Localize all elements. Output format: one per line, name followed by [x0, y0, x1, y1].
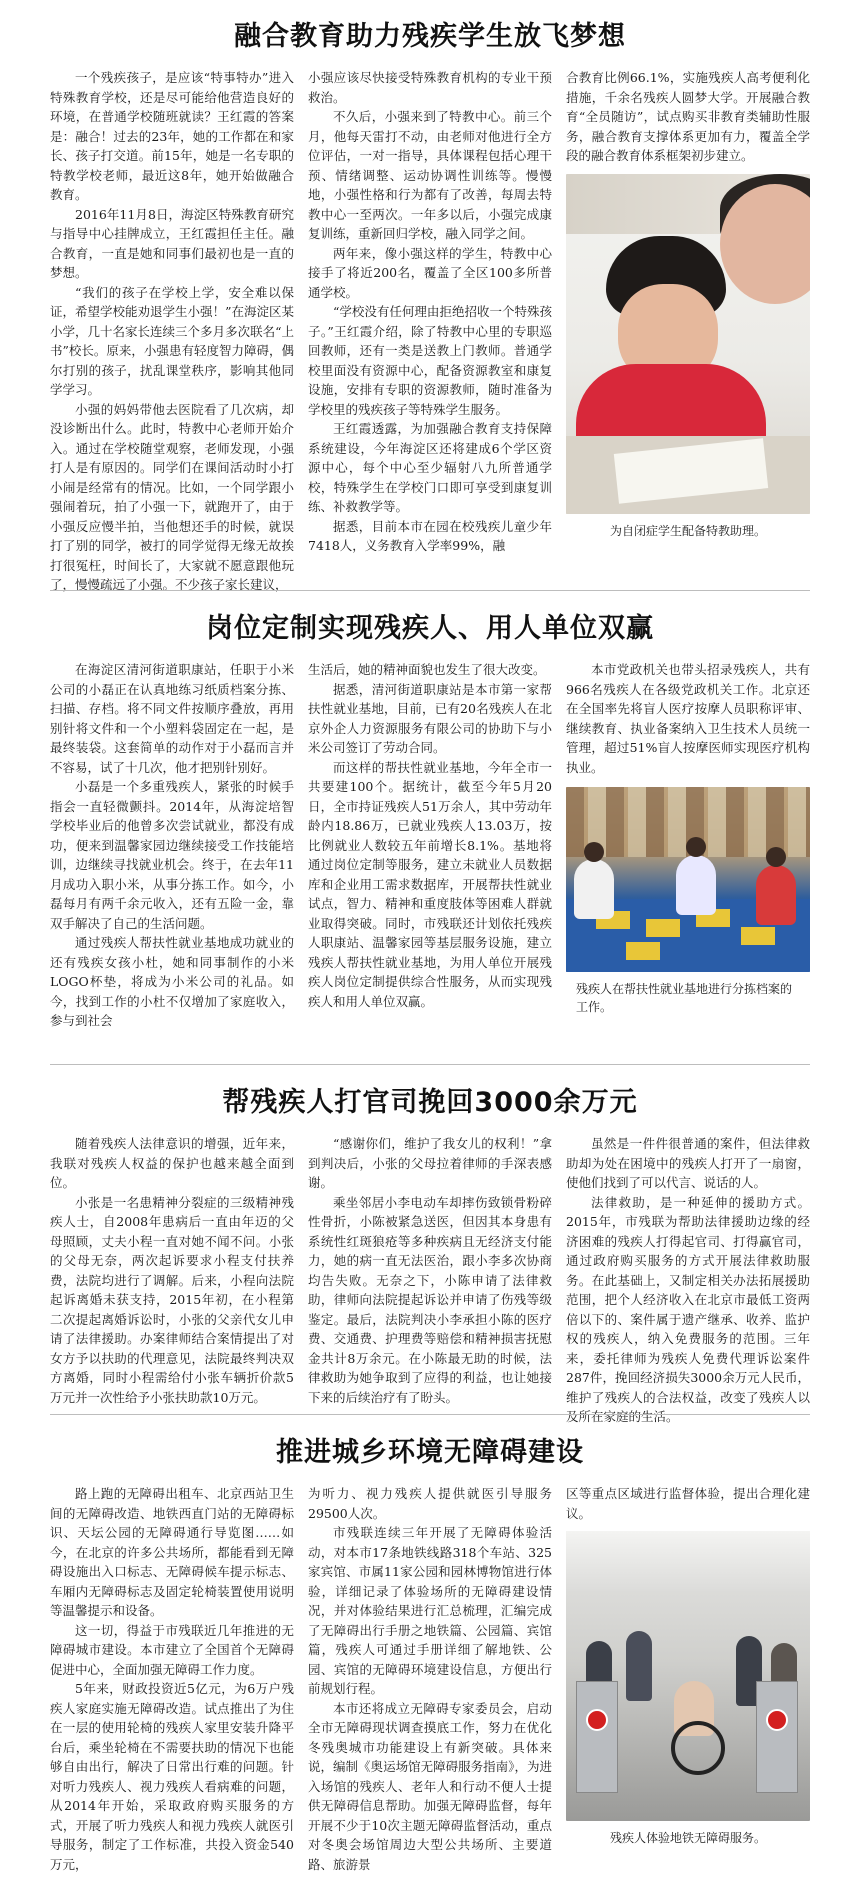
paragraph: 小磊是一个多重残疾人，紧张的时候手指会一直轻微颤抖。2014年，从海淀培智学校毕业后的他曾多次尝试就业，都没有成功，便来到温馨家园边继续接受工作技能培训，边继续寻找就业机会。终于，在去年11月成功入职小米，从事分拣工作。如今，小磊每月有两千余元收入，还有五险一金，靠双手解决了自己的生活问题。 — [50, 779, 294, 931]
article-column — [566, 68, 810, 595]
article-column — [308, 660, 552, 1031]
paragraph: 据悉，清河街道职康站是本市第一家帮扶性就业基地，目前，已有20名残疾人在北京外企人力资源服务有限公司的协助下与小米公司签订了劳动合同。 — [308, 681, 552, 755]
article-column — [566, 1134, 810, 1427]
headline: 岗位定制实现残疾人、用人单位双赢 — [206, 613, 654, 644]
article-legal-aid — [50, 1080, 810, 1424]
article-barrier-free — [50, 1430, 810, 1870]
paragraph: 两年来，像小强这样的学生，特教中心接手了将近200名，覆盖了全区100多所普通学校。 — [308, 245, 552, 300]
divider — [50, 1064, 810, 1065]
article-column — [50, 68, 294, 595]
paragraph: 王红霞透露，为加强融合教育支持保障系统建设，今年海淀区还将建成6个学区资源中心，每个中心至少辐射八九所普通学校，特殊学生在学校门口即可享受到康复训练、补救教学等。 — [308, 421, 552, 514]
headline: 帮残疾人打官司挽回3000余万元 — [222, 1087, 638, 1118]
paragraph: 而这样的帮扶性就业基地，今年全市一共要建100个。据统计，截至今年5月20日，全市持证残疾人51万余人，其中劳动年龄内18.86万，已就业残疾人13.03万，按比例就业人数较五年前增长8.1%。基地将通过岗位定制等服务，建立未就业人员数据库和企业用工需求数据库，开展帮扶性就业试点，智力、精神和重度肢体等困难人群就业取得突破。同时，市残联还计划依托残疾人职康站、温馨家园等基层服务设施，建立残疾人帮扶性就业基地，为用人单位开展残疾人岗位定制提供综合性服务，从而实现残疾人和用人单位双赢。 — [308, 759, 552, 1009]
paragraph: 通过残疾人帮扶性就业基地成功就业的还有残疾女孩小杜，她和同事制作的小米LOGO杯垫，将成为小米公司的礼品。如今，找到工作的小杜不仅增加了家庭收入，参与到社会 — [50, 935, 294, 1028]
headline: 推进城乡环境无障碍建设 — [276, 1437, 584, 1468]
paragraph: 不久后，小强来到了特教中心。前三个月，他每天雷打不动，由老师对他进行全方位评估，一对一指导，具体课程包括心理干预、情绪调整、运动协调性训练等。慢慢地，小强性格和行为都有了改善，每周去特教中心一至两次。一年多以后，小强完成康复训练，重新回归学校，融入同学之间。 — [308, 109, 552, 241]
paragraph: 小张是一名患精神分裂症的三级精神残疾人士，自2008年患病后一直由年迈的父母照顾，丈夫小程一直对她不闻不问。小张的父母无奈，两次起诉要求小程支付扶养费，法院均进行了调解。后来，小程向法院起诉离婚未获支持，2015年初，在小程第二次提起离婚诉讼时，小张的父亲代女儿申请了法律援助。办案律师结合案情提出了对女方予以扶助的代理意见，法院最终判决双方离婚，同时小程需给付小张车辆折价款5万元并一次性给予小张扶助款10万元。 — [50, 1194, 294, 1405]
paragraph: 据悉，目前本市在园在校残疾儿童少年7418人，义务教育入学率99%，融 — [308, 518, 552, 553]
article-column — [50, 660, 294, 1031]
article-column — [50, 1134, 294, 1427]
article-column — [308, 1134, 552, 1427]
photo-caption: 为自闭症学生配备特教助理。 — [609, 523, 766, 538]
photo-caption: 残疾人在帮扶性就业基地进行分拣档案的工作。 — [576, 982, 793, 1014]
photo-subway-accessibility — [566, 1531, 810, 1821]
paragraph: 小强的妈妈带他去医院看了几次病，却没诊断出什么。此时，特教中心老师开始介入。通过在学校随堂观察，老师发现，小强打人是有原因的。同学们在课间活动时小打小闹是经常有的情况。比如，一个同学跟小强闹着玩，拍了小强一下，就跑开了，由于小强反应慢半拍，当他想还手的时候，就误打了别的同学，被打的同学觉得无缘无故挨打很冤枉，时间长了，大家就不愿意跟他玩了，慢慢疏远了小强。不少孩子家长建议， — [50, 401, 294, 592]
paragraph: 本市还将成立无障碍专家委员会，启动全市无障碍现状调查摸底工作，努力在优化冬残奥城市功能建设上有新突破。具体来说，编制《奥运场馆无障碍服务指南》，为进入场馆的残疾人、老年人和行动不便人士提供无障碍信息帮助。加强无障碍监督，每年开展不少于10次主题无障碍监督活动，重点对冬奥会场馆周边大型公共场所、主要道路、旅游景 — [308, 1700, 552, 1872]
paragraph: 2016年11月8日，海淀区特殊教育研究与指导中心挂牌成立，王红霞担任主任。融合教育，一直是她和同事们最初也是一直的梦想。 — [50, 206, 294, 280]
paragraph: 法律救助，是一种延伸的援助方式。2015年，市残联为帮助法律援助边缘的经济困难的残疾人打得起官司、打得赢官司，通过政府购买服务的方式开展法律救助服务。在此基础上，又制定相关办法拓展援助范围，把个人经济收入在北京市最低工资两倍以下的、案件属于遗产继承、收养、监护权的残疾人，纳入免费服务的范围。三年来，委托律师为残疾人免费代理诉讼案件287件，挽回经济损失3000余万元人民币，维护了残疾人的合法权益，改变了残疾人以及所在家庭的生活。 — [566, 1194, 810, 1424]
paragraph: 路上跑的无障碍出租车、北京西站卫生间的无障碍改造、地铁西直门站的无障碍标识、天坛公园的无障碍通行导览图……如今，在北京的许多公共场所，都能看到无障碍设施出入口标志、无障碍候车提示标志、车厢内无障碍标志及固定轮椅装置使用说明等温馨提示和设备。 — [50, 1486, 294, 1618]
article-column — [308, 68, 552, 595]
paragraph: 本市党政机关也带头招录残疾人，共有966名残疾人在各级党政机关工作。北京还在全国率先将盲人医疗按摩人员职称评审、继续教育、执业备案纳入卫生技术人员统一管理，超过51%盲人按摩医师实现医疗机构执业。 — [566, 662, 810, 775]
paragraph: “感谢你们，维护了我女儿的权利！”拿到判决后，小张的父母拉着律师的手深表感谢。 — [308, 1136, 552, 1190]
paragraph: 在海淀区清河街道职康站，任职于小米公司的小磊正在认真地练习纸质档案分拣、扫描、存档。将不同文件按顺序叠放，再用别针将文件和一个小塑料袋固定在一起，是最终装袋。这套简单的动作对于小磊而言并不容易，试了十几次，他才把别针别好。 — [50, 662, 294, 775]
article-inclusive-education — [50, 14, 810, 592]
headline: 融合教育助力残疾学生放飞梦想 — [234, 21, 626, 52]
divider — [50, 1414, 810, 1415]
article-column — [308, 1484, 552, 1874]
photo-student-with-aide — [566, 174, 810, 514]
paragraph: “我们的孩子在学校上学，安全难以保证，希望学校能劝退学生小强！”在海淀区某小学，几十名家长连续三个多月多次联名“上书”校长。原来，小强患有轻度智力障碍，偶尔打别的孩子，扰乱课堂秩序，影响其他同学学习。 — [50, 284, 294, 397]
paragraph: 生活后，她的精神面貌也发生了很大改变。 — [308, 662, 546, 677]
paragraph: 一个残疾孩子，是应该“特事特办”进入特殊教育学校，还是尽可能给他营造良好的环境，在普通学校随班就读？王红霞的答案是：融合！过去的23年，她的工作都在和家长、孩子打交道。前15年，她是一名专职的特教学校老师，最近这8年，她开始做融合教育。 — [50, 70, 294, 202]
paragraph: 这一切，得益于市残联近几年推进的无障碍城市建设。本市建立了全国首个无障碍促进中心，全面加强无障碍工作力度。 — [50, 1622, 294, 1677]
paragraph: “学校没有任何理由拒绝招收一个特殊孩子。”王红霞介绍，除了特教中心里的专职巡回教师，还有一类是送教上门教师。普通学校里面没有资源中心，配备资源教室和康复设施，安排有专职的资源教师，随时准备为学校里的残疾孩子等特殊学生服务。 — [308, 304, 552, 417]
paragraph: 随着残疾人法律意识的增强，近年来，我联对残疾人权益的保护也越来越全面到位。 — [50, 1136, 294, 1190]
paragraph: 乘坐邻居小李电动车却摔伤致锁骨粉碎性骨折，小陈被紧急送医，但因其本身患有系统性红斑狼疮等多种疾病且无经济支付能力，她的病一直无法医治，跟小李多次协商均告失败。无奈之下，小陈申请了法律救助，律师向法院提起诉讼并申请了伤残等级鉴定。最后，法院判决小李承担小陈的医疗费、交通费、护理费等赔偿和精神损害抚慰金共计8万余元。在小陈最无助的时候，法律救助为她争取到了应得的利益，也让她接下来的后续治疗有了盼头。 — [308, 1194, 552, 1405]
paragraph: 合教育比例66.1%，实施残疾人高考便利化措施，千余名残疾人圆梦大学。开展融合教育“全员随访”，试点购买非教育类辅助性服务，融合教育支撑体系更加有力，覆盖全学段的融合教育体系框架初步建立。 — [566, 70, 810, 163]
paragraph: 区等重点区域进行监督体验，提出合理化建议。 — [566, 1486, 810, 1521]
paragraph: 为听力、视力残疾人提供就医引导服务29500人次。 — [308, 1486, 552, 1521]
photo-caption: 残疾人体验地铁无障碍服务。 — [609, 1831, 766, 1845]
article-column — [566, 1484, 810, 1874]
divider — [50, 590, 810, 591]
article-column — [566, 660, 810, 1031]
paragraph: 市残联连续三年开展了无障碍体验活动，对本市17条地铁线路318个车站、325家宾馆、市属11家公园和园林博物馆进行体验，详细记录了体验场所的无障碍建设情况，并对体验结果进行汇总梳理，汇编完成了无障碍出行手册之地铁篇、公园篇、宾馆篇，残疾人可通过手册详细了解地铁、公园、宾馆的无障碍环境建设信息，方便出行前规划行程。 — [308, 1525, 552, 1696]
article-job-customization — [50, 606, 810, 1046]
photo-sorting-workshop — [566, 787, 810, 972]
paragraph: 5年来，财政投资近5亿元，为6万户残疾人家庭实施无障碍改造。试点推出了为住在一层的使用轮椅的残疾人家里安装升降平台后，乘坐轮椅在不需要扶助的情况下也能够自由出行，解决了日常出行难的问题。针对听力残疾人、视力残疾人看病难的问题，从2014年开始，采取政府购买服务的方式，开展了听力残疾人和视力残疾人就医引导服务，制定了工作标准，共投入资金540万元， — [50, 1681, 294, 1872]
paragraph: 虽然是一件件很普通的案件，但法律救助却为处在困境中的残疾人打开了一扇窗，使他们找到了可以代言、说话的人。 — [566, 1136, 810, 1190]
article-column — [50, 1484, 294, 1874]
paragraph: 小强应该尽快接受特殊教育机构的专业干预救治。 — [308, 70, 552, 105]
